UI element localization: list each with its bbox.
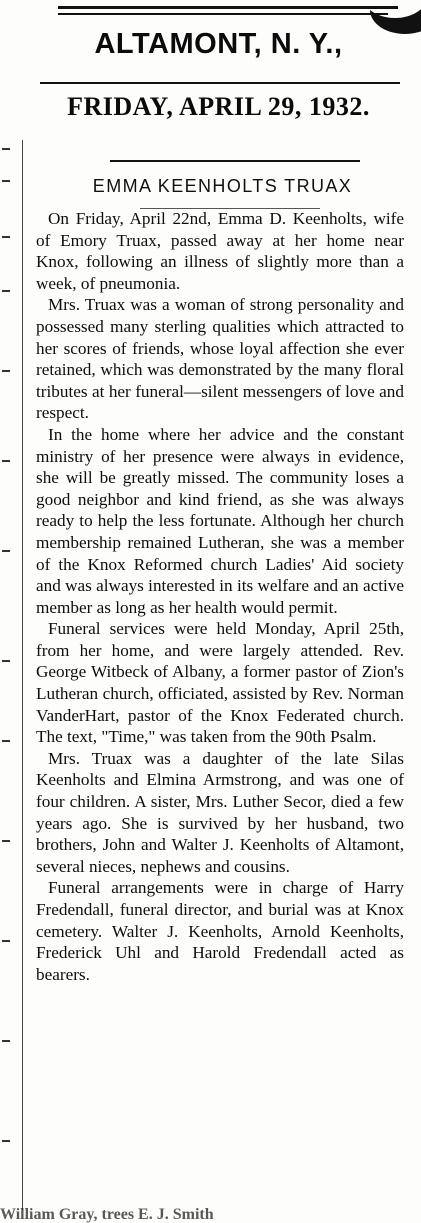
article-paragraph: Mrs. Truax was a woman of strong personality and possessed many sterling qualities which attracted to her scores of friends, whose loyal affection she ever retained, which was demonstrated by the many floral tributes at her funeral—silent messengers of love and respect.: [36, 295, 404, 423]
top-rule-thin: [58, 13, 388, 15]
article-paragraph: Mrs. Truax was a daughter of the late Silas Keenholts and Elmina Armstrong, and was one of four children. A sister, Mrs. Luther Secor, died a few years ago. She is survived by her husband, two brothers, John and Walter J. Keenholts of Altamont, several nieces, nephews and cousins.: [36, 748, 404, 876]
column-rule: [22, 140, 23, 1210]
top-rule: [58, 6, 398, 9]
masthead-divider: [40, 82, 400, 84]
masthead-date: FRIDAY, APRIL 29, 1932.: [67, 92, 370, 121]
article-paragraph: Funeral services were held Monday, April 25th, from her home, and were largely attended. Rev. George Witbeck of Albany, a former pastor of Zion's Lutheran church, officiated, assisted by Rev. Norman VanderHart, pastor of the Knox Federated church. The text, "Time," was taken from the 90th Psalm.: [36, 619, 404, 747]
article-paragraph: On Friday, April 22nd, Emma D. Keenholts, wife of Emory Truax, passed away at her home near Knox, following an illness of slightly more than a week, of pneumonia.: [36, 209, 404, 293]
masthead-town: ALTAMONT, N. Y.,: [94, 28, 343, 60]
headline-rule: [110, 160, 360, 162]
left-column-edge: [0, 140, 14, 1223]
article-body: [36, 208, 404, 985]
cut-off-footer-text: William Gray, trees E. J. Smith: [0, 1206, 214, 1223]
article-paragraph: Funeral arrangements were in charge of Harry Fredendall, funeral director, and burial was at Knox cemetery. Walter J. Keenholts, Arnold Keenholts, Frederick Uhl and Harold Fredendall acted as bearers.: [36, 878, 404, 984]
article-headline: EMMA KEENHOLTS TRUAX: [92, 176, 353, 196]
article-paragraph: In the home where her advice and the constant ministry of her presence were always in evidence, she will be greatly missed. The community loses a good neighbor and kind friend, as she was always ready to help the less fortunate. Although her church membership remained Lutheran, she was a member of the Knox Reformed church Ladies' Aid society and was always interested in its welfare and an active member as long as her health would permit.: [36, 424, 404, 617]
